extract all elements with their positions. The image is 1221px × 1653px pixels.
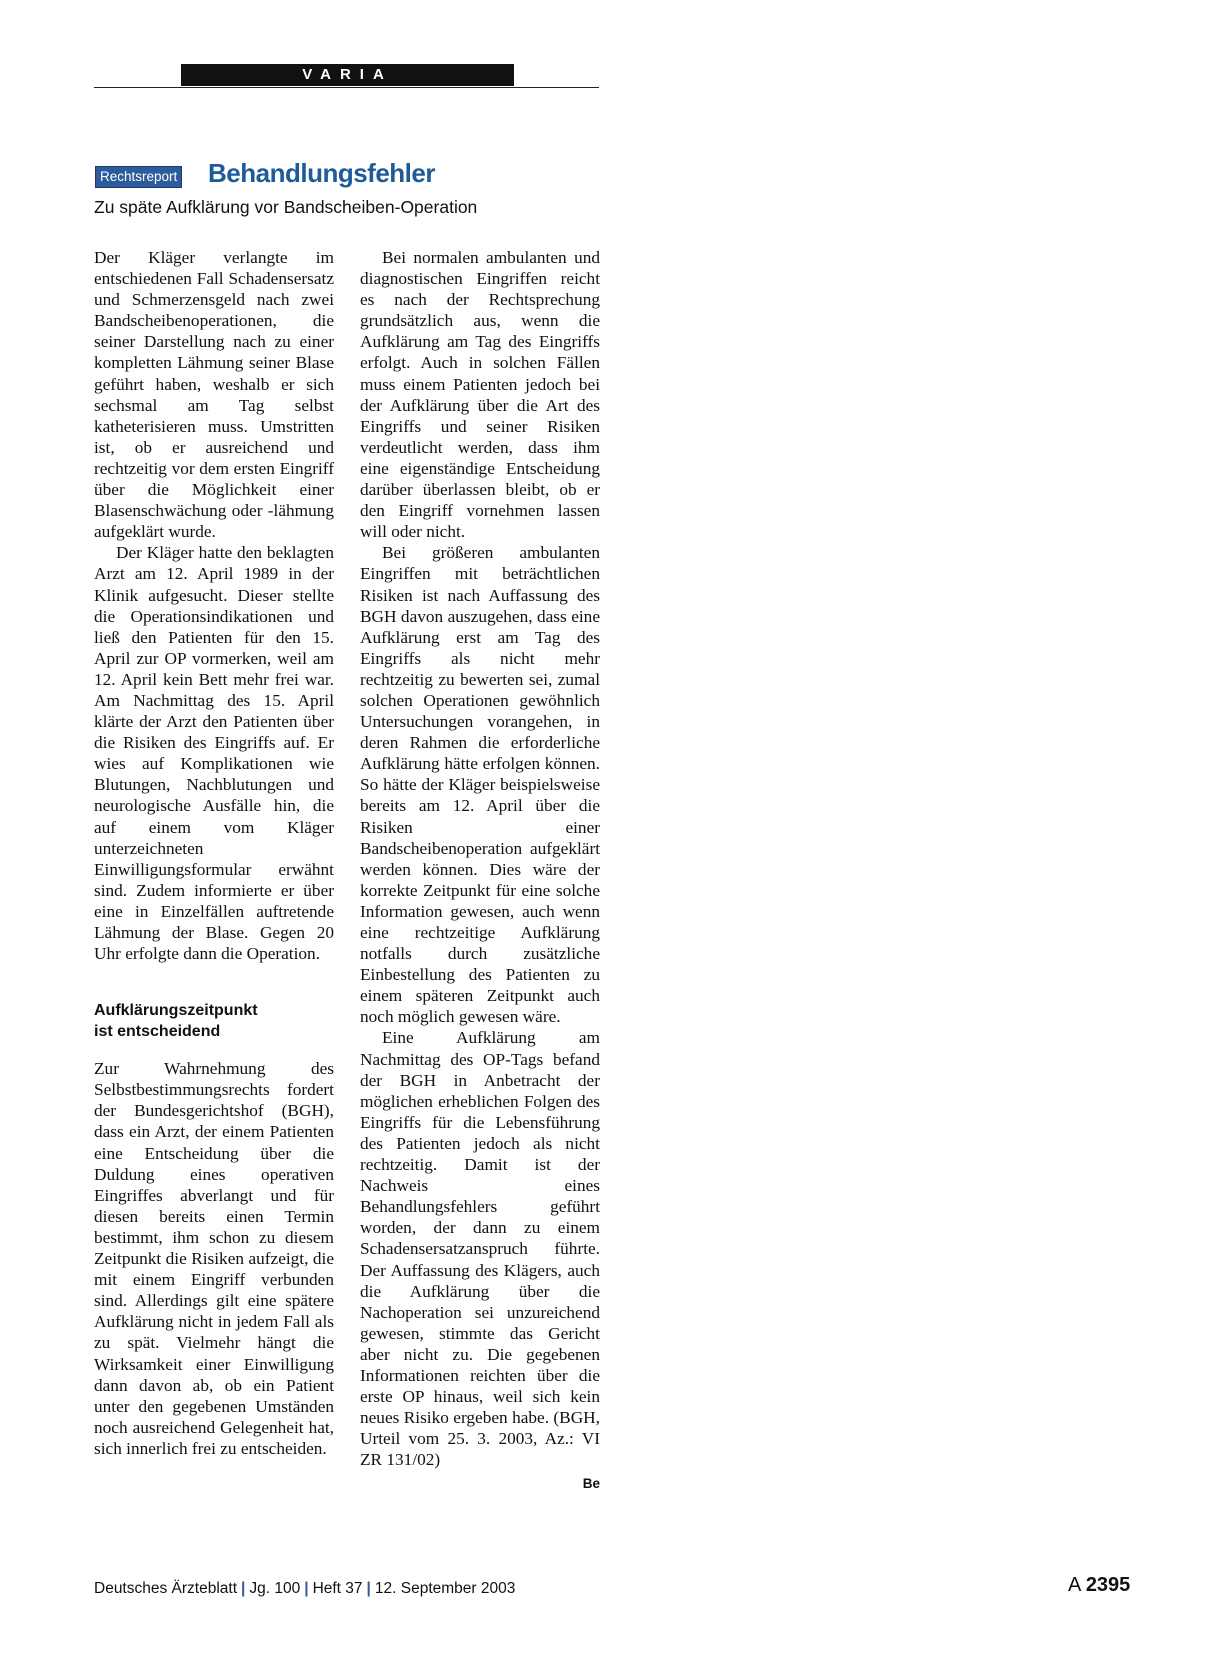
header-rule xyxy=(94,64,599,88)
section-banner: VARIA xyxy=(181,64,514,86)
separator: | xyxy=(241,1580,246,1597)
journal-volume: Jg. 100 xyxy=(249,1580,301,1597)
article-title: Behandlungsfehler xyxy=(208,158,435,188)
author-initials: Be xyxy=(582,1476,600,1492)
article-subtitle: Zu späte Aufklärung vor Bandscheiben-Operation xyxy=(94,197,478,217)
page-number xyxy=(1068,1574,1130,1597)
body-paragraph: Zur Wahrnehmung des Selbstbestimmungsrechts fordert der Bundesgerichtshof (BGH), dass ein Arzt, der einem Patienten eine Entscheidung über die Duldung eines operativen Eingriffes abverlangt und für diesen bereits einen Termin bestimmt, ihm schon zu diesem Zeitpunkt die Risiken aufzeigt, die mit einem Eingriff verbunden sind. Allerdings gilt eine spätere Aufklärung nicht in jedem Fall als zu spät. Vielmehr hängt die Wirksamkeit einer Einwilligung dann davon ab, ob ein Patient unter den gegebenen Umständen noch ausreichend Gelegenheit hat, sich innerlich frei zu entscheiden. xyxy=(94,1059,334,1458)
journal-name: Deutsches Ärzteblatt xyxy=(94,1580,238,1597)
body-paragraph: Eine Aufklärung am Nachmittag des OP-Tags befand der BGH in Anbetracht der möglichen erheblichen Folgen des Eingriffs für die Lebensführung des Patienten jedoch als nicht rechtzeitig. Damit ist der Nachweis eines Behandlungsfehlers geführt worden, der dann zu einem Schadensersatzanspruch führte. Der Auffassung des Klägers, auch die Aufklärung über die Nachoperation sei unzureichend gewesen, stimmte das Gericht aber nicht zu. Die gegebenen Informationen reichten über die erste OP hinaus, weil sich kein neues Risiko ergeben habe. (BGH, Urteil vom 25. 3. 2003, Az.: VI ZR 131/02) xyxy=(360,1028,600,1470)
journal-issue: Heft 37 xyxy=(312,1580,363,1597)
body-paragraph: Der Kläger verlangte im entschiedenen Fall Schadensersatz und Schmerzensgeld nach zwei Bandscheibenoperationen, die seiner Darstellung nach zu einer kompletten Lähmung seiner Blase geführt haben, weshalb er sich sechsmal am Tag selbst katheterisieren muss. Umstritten ist, ob er ausreichend und rechtzeitig vor dem ersten Eingriff über die Möglichkeit einer Blasenschwächung oder -lähmung aufgeklärt wurde. xyxy=(94,248,334,542)
body-paragraph: Bei normalen ambulanten und diagnostischen Eingriffen reicht es nach der Rechtsprechung grundsätzlich aus, wenn die Aufklärung am Tag des Eingriffs erfolgt. Auch in solchen Fällen muss einem Patienten jedoch bei der Aufklärung über die Art des Eingriffs und seiner Risiken verdeutlicht werden, dass ihm eine eigenständige Entscheidung darüber überlassen bleibt, ob er den Eingriff vornehmen lassen will oder nicht. xyxy=(360,248,600,542)
section-heading-line: Aufklärungszeitpunkt xyxy=(94,1002,258,1020)
separator: | xyxy=(304,1580,309,1597)
body-paragraph: Bei größeren ambulanten Eingriffen mit beträchtlichen Risiken ist nach Auffassung des BGH davon auszugehen, dass eine Aufklärung erst am Tag des Eingriffs als nicht mehr rechtzeitig zu bewerten sei, zumal solchen Operationen gewöhnlich Untersuchungen vorangehen, in deren Rahmen die erforderliche Aufklärung hätte erfolgen können. So hätte der Kläger beispielsweise bereits am 12. April über die Risiken einer Bandscheibenoperation aufgeklärt werden können. Dies wäre der korrekte Zeitpunkt für eine solche Information gewesen, auch wenn eine rechtzeitige Aufklärung notfalls durch zusätzliche Einbestellung des Patienten zu einem späteren Zeitpunkt auch noch möglich gewesen wäre. xyxy=(360,543,600,1027)
footer-citation xyxy=(94,1580,515,1598)
separator: | xyxy=(366,1580,371,1597)
body-paragraph: Der Kläger hatte den beklagten Arzt am 12. April 1989 in der Klinik aufgesucht. Dieser stellte die Operationsindikationen und ließ den Patienten für den 15. April zur OP vormerken, weil am 12. April kein Bett mehr frei war. Am Nachmittag des 15. April klärte der Arzt den Patienten über die Risiken des Eingriffs auf. Er wies auf Komplikationen wie Blutungen, Nachblutungen und neurologische Ausfälle hin, die auf einem vom Kläger unterzeichneten Einwilligungsformular erwähnt sind. Zudem informierte er über eine in Einzelfällen auftretende Lähmung der Blase. Gegen 20 Uhr erfolgte dann die Operation. xyxy=(94,543,334,964)
publication-date: 12. September 2003 xyxy=(374,1580,516,1597)
page-number-value: 2395 xyxy=(1085,1574,1131,1596)
left-column xyxy=(94,247,334,1459)
page-prefix: A xyxy=(1068,1574,1081,1596)
section-heading-line: ist entscheidend xyxy=(94,1023,221,1041)
section-heading xyxy=(94,1000,334,1042)
kicker-badge: Rechtsreport xyxy=(95,166,182,188)
right-column xyxy=(360,247,600,1495)
